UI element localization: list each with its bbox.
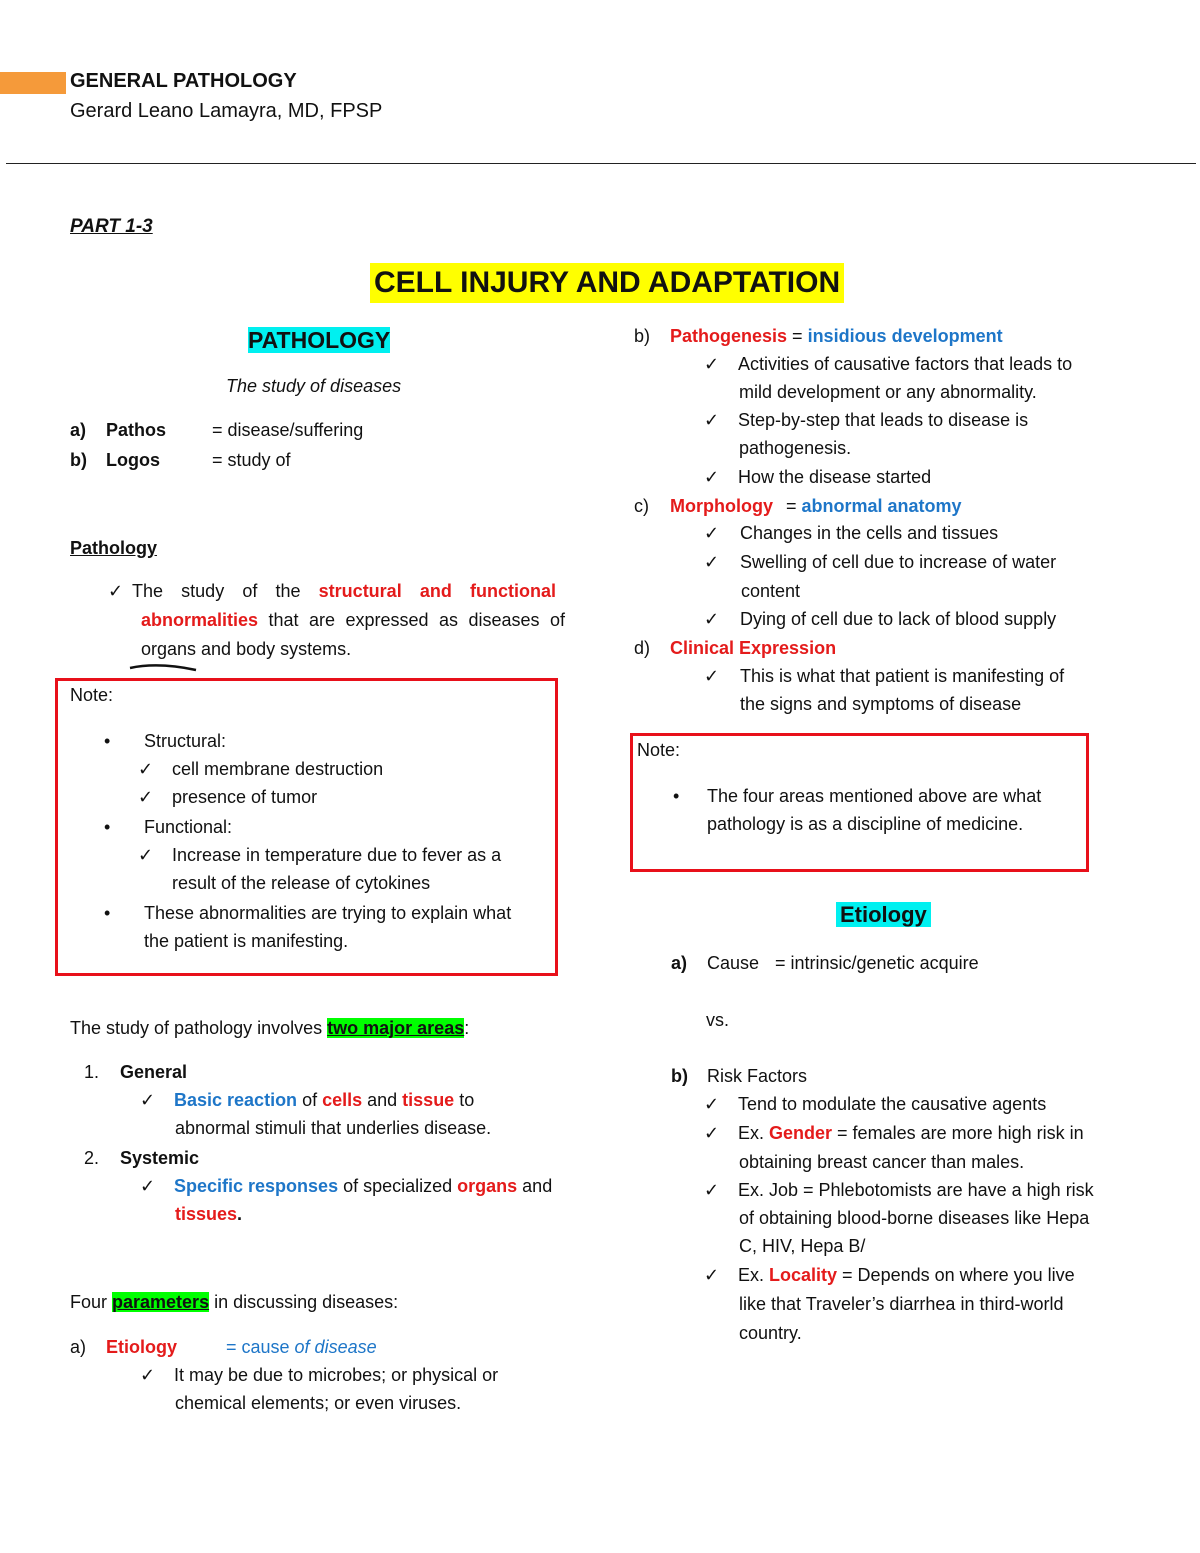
check-icon: ✓	[704, 410, 720, 430]
list-item-continuation: the signs and symptoms of disease	[740, 694, 1022, 714]
list-item-continuation: C, HIV, Hepa B/	[739, 1236, 866, 1256]
list-item: ✓ Increase in temperature due to fever as a	[138, 845, 502, 865]
list-item: ✓ Ex. Job = Phlebotomists are have a high risk	[704, 1180, 1094, 1200]
list-item: • These abnormalities are trying to explain what	[104, 903, 512, 923]
pathology-definition: ✓ The study of the structural and functional abnormalities that are expressed as diseases of organs and body systems.	[108, 581, 565, 659]
check-icon: ✓	[704, 1180, 720, 1200]
list-item: ✓ Specific responses of specialized organs and	[140, 1176, 553, 1196]
check-icon: ✓	[704, 354, 720, 374]
list-item: • Functional:	[104, 817, 233, 837]
check-icon: ✓	[704, 523, 720, 543]
etymology-item: a) Pathos = disease/suffering	[70, 420, 364, 440]
list-item: ✓ presence of tumor	[138, 787, 318, 807]
list-item: ✓ Dying of cell due to lack of blood supply	[704, 609, 1057, 629]
check-icon: ✓	[140, 1176, 156, 1196]
document-title: CELL INJURY AND ADAPTATION	[370, 263, 844, 303]
list-item: ✓ Ex. Locality = Depends on where you live	[704, 1265, 1075, 1285]
list-item: ✓ Swelling of cell due to increase of water	[704, 552, 1057, 572]
check-icon: ✓	[704, 666, 720, 686]
check-icon: ✓	[704, 1265, 720, 1285]
check-icon: ✓	[108, 581, 124, 601]
list-item-continuation: country.	[739, 1323, 802, 1343]
list-item-continuation: the patient is manifesting.	[144, 931, 349, 951]
check-icon: ✓	[704, 1123, 720, 1143]
list-item: ✓ Ex. Gender = females are more high risk in	[704, 1123, 1084, 1143]
list-item-continuation: abnormal stimuli that underlies disease.	[175, 1118, 492, 1138]
list-item: • The four areas mentioned above are what	[673, 786, 1042, 806]
list-item-continuation: result of the release of cytokines	[172, 873, 431, 893]
header-accent-bar	[0, 72, 66, 94]
note-title: Note:	[70, 685, 114, 705]
list-item: ✓ Activities of causative factors that leads to	[704, 354, 1073, 374]
note-box	[55, 678, 558, 976]
part-label: PART 1-3	[70, 216, 153, 237]
check-icon: ✓	[704, 467, 720, 487]
list-item: • Structural:	[104, 731, 227, 751]
parameter-item: d) Clinical Expression	[634, 638, 837, 658]
check-icon: ✓	[704, 1094, 720, 1114]
list-item: 1. General	[84, 1062, 188, 1082]
list-item: ✓ cell membrane destruction	[138, 759, 384, 779]
note-box	[630, 733, 1089, 872]
pathology-heading: PATHOLOGY	[248, 327, 391, 353]
list-item-continuation: pathology is as a discipline of medicine.	[707, 814, 1024, 834]
pathology-subtitle: The study of diseases	[226, 376, 402, 396]
etiology-item: a) Cause = intrinsic/genetic acquire	[671, 953, 979, 973]
list-item: ✓ Step-by-step that leads to disease is	[704, 410, 1029, 430]
check-icon: ✓	[140, 1090, 156, 1110]
etiology-heading: Etiology	[833, 899, 934, 931]
list-item-continuation: of obtaining blood-borne diseases like Hepa	[739, 1208, 1090, 1228]
header-divider	[6, 163, 1196, 164]
check-icon: ✓	[138, 787, 154, 807]
versus-text: vs.	[706, 1010, 730, 1030]
list-item: ✓ This is what that patient is manifesting of	[704, 666, 1065, 686]
parameters-intro: Four parameters in discussing diseases:	[70, 1292, 399, 1312]
list-item-continuation: chemical elements; or even viruses.	[175, 1393, 462, 1413]
list-item-continuation: mild development or any abnormality.	[739, 382, 1037, 402]
note-title: Note:	[637, 740, 681, 760]
pen-underline-mark	[128, 660, 198, 674]
list-item-continuation: like that Traveler’s diarrhea in third-world	[739, 1294, 1064, 1314]
check-icon: ✓	[140, 1365, 156, 1385]
list-item: ✓ Tend to modulate the causative agents	[704, 1094, 1047, 1114]
check-icon: ✓	[138, 845, 154, 865]
etymology-item: b) Logos = study of	[70, 450, 291, 470]
list-item: 2. Systemic	[84, 1148, 200, 1168]
list-item-continuation: content	[741, 581, 801, 601]
check-icon: ✓	[704, 609, 720, 629]
etiology-item: b) Risk Factors	[671, 1066, 808, 1086]
pathology-subheading: Pathology	[70, 538, 158, 558]
course-title: GENERAL PATHOLOGY	[70, 70, 297, 92]
check-icon: ✓	[704, 552, 720, 572]
parameter-item: b) Pathogenesis = insidious development	[634, 326, 1003, 346]
author-line: Gerard Leano Lamayra, MD, FPSP	[70, 100, 383, 122]
list-item: ✓ How the disease started	[704, 467, 932, 487]
parameter-item: a) Etiology = cause of disease	[70, 1337, 377, 1357]
list-item: ✓ It may be due to microbes; or physical or	[140, 1365, 499, 1385]
areas-intro: The study of pathology involves two major areas:	[70, 1018, 470, 1038]
list-item-continuation: obtaining breast cancer than males.	[739, 1152, 1025, 1172]
list-item-continuation: pathogenesis.	[739, 438, 852, 458]
check-icon: ✓	[138, 759, 154, 779]
parameter-item: c) Morphology = abnormal anatomy	[634, 496, 962, 516]
list-item: ✓ Changes in the cells and tissues	[704, 523, 999, 543]
list-item-continuation: tissues.	[175, 1204, 243, 1224]
list-item: ✓ Basic reaction of cells and tissue to	[140, 1090, 475, 1110]
